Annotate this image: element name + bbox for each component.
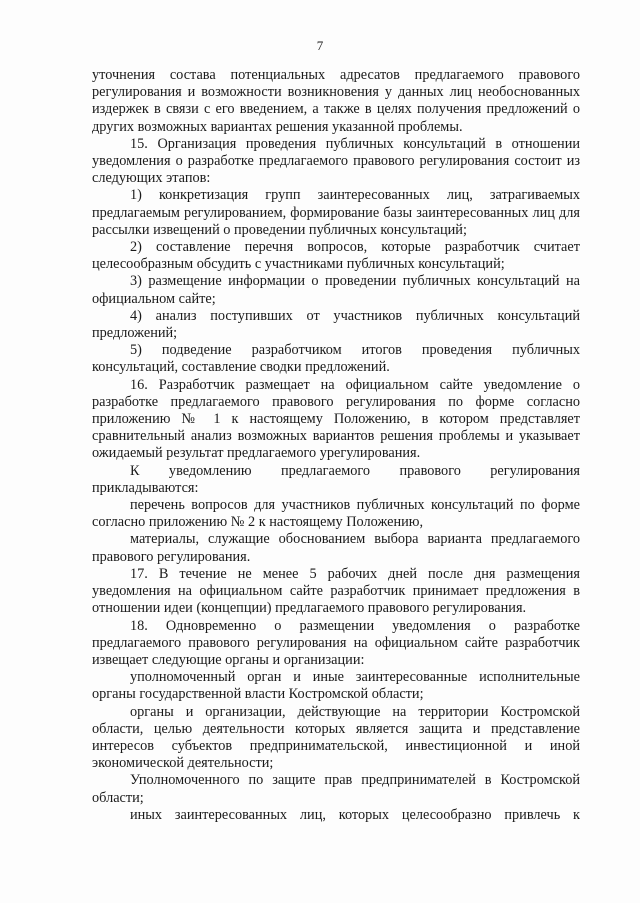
paragraph-item-18: 18. Одновременно о размещении уведомления о разработке предлагаемого правового регулирования на официальном сайте разработчик извещает следующие органы и организации: [92,617,580,668]
paragraph-attachment-materials: материалы, служащие обоснованием выбора варианта предлагаемого правового регулирования. [92,531,580,565]
paragraph-item-16: 16. Разработчик размещает на официальном сайте уведомление о разработке предлагаемого правового регулирования по форме согласно приложению № 1 к настоящему Положению, в котором представляет сравнительный анализ возможных вариантов решения проблемы и указывает ожидаемый результат предлагаемого урегулирования. [92,376,580,462]
document-body [92,67,580,824]
paragraph-recipient-others: иных заинтересованных лиц, которых целесообразно привлечь к [130,806,580,823]
paragraph-stage-3: 3) размещение информации о проведении публичных консультаций на официальном сайте; [92,273,580,307]
paragraph-stage-1: 1) конкретизация групп заинтересованных лиц, затрагиваемых предлагаемым регулированием, формирование базы заинтересованных лиц для рассылки извещений о проведении публичных консультаций; [92,187,580,238]
paragraph-recipient-ombudsman: Уполномоченного по защите прав предпринимателей в Костромской области; [92,772,580,806]
paragraph-stage-4: 4) анализ поступивших от участников публичных консультаций предложений; [92,307,580,342]
paragraph-recipient-organizations: органы и организации, действующие на территории Костромской области, целью деятельности которых является защита и представление интересов субъектов предпринимательской, инвестиционной и иной экономической деятельности; [92,703,580,772]
paragraph-attachment-questions: перечень вопросов для участников публичных консультаций по форме согласно приложению № 2 к настоящему Положению, [92,497,580,531]
paragraph-stage-5: 5) подведение разработчиком итогов проведения публичных консультаций, составление сводки предложений. [92,342,580,376]
paragraph-item-15: 15. Организация проведения публичных консультаций в отношении уведомления о разработке предлагаемого правового регулирования состоит из следующих этапов: [92,135,580,187]
paragraph-stage-2: 2) составление перечня вопросов, которые разработчик считает целесообразным обсудить с участниками публичных консультаций; [92,239,580,273]
paragraph-item-17: 17. В течение не менее 5 рабочих дней после дня размещения уведомления на официальном сайте разработчик принимает предложения в отношении идеи (концепции) предлагаемого правового регулирования. [92,565,580,617]
page-number: 7 [316,38,324,53]
paragraph-attachments-intro: К уведомлению предлагаемого правового регулирования прикладываются: [92,462,580,496]
paragraph-recipient-authorities: уполномоченный орган и иные заинтересованные исполнительные органы государственной власти Костромской области; [92,669,580,703]
paragraph-continuation: уточнения состава потенциальных адресатов предлагаемого правового регулирования и возможности возникновения у данных лиц необоснованных издержек в связи с его введением, а также в целях получения предложений о других возможных вариантах решения указанной проблемы. [92,67,580,135]
